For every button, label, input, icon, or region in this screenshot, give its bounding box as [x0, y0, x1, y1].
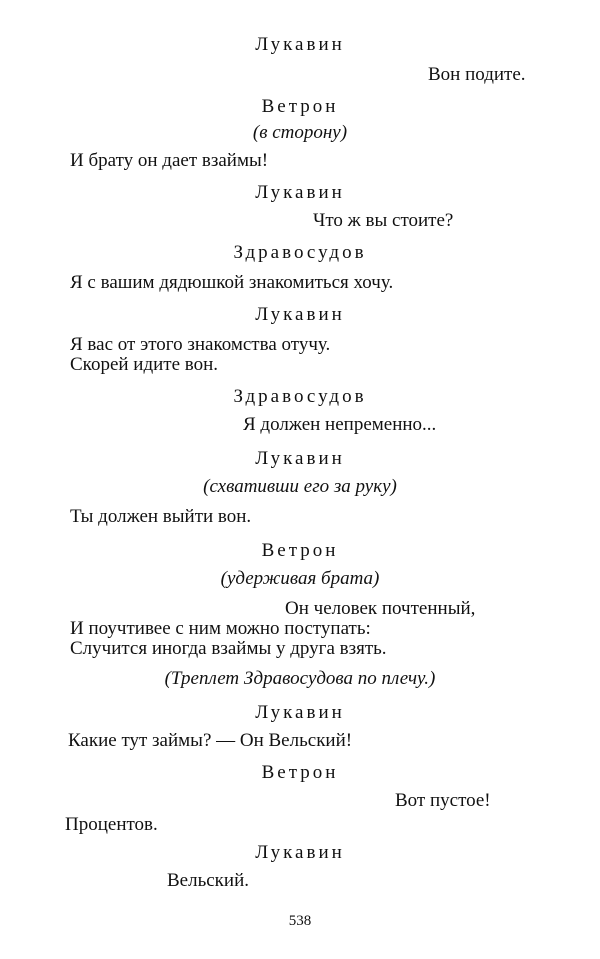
dialogue-line: Я вас от этого знакомства отучу. — [70, 334, 331, 355]
dialogue-line: Случится иногда взаймы у друга взять. — [70, 638, 387, 659]
dialogue-line: Вот пустое! — [395, 790, 491, 811]
speaker-name: Лукавин — [255, 842, 345, 863]
dialogue-line: Ты должен выйти вон. — [70, 506, 252, 527]
speaker-name: Лукавин — [255, 702, 345, 723]
speaker-name: Лукавин — [255, 34, 345, 55]
speaker-name: Ветрон — [261, 540, 339, 561]
dialogue-line: Вон подите. — [428, 64, 526, 85]
dialogue-line: Он человек почтенный, — [285, 598, 476, 619]
stage-direction: (Треплет Здравосудова по плечу.) — [164, 668, 436, 689]
dialogue-line: Я должен непременно... — [243, 414, 437, 435]
speaker-name: Здравосудов — [233, 242, 367, 263]
stage-direction: (схвативши его за руку) — [203, 476, 397, 497]
dialogue-line: Процентов. — [65, 814, 158, 835]
stage-direction: (в сторону) — [252, 122, 348, 143]
stage-direction: (удерживая брата) — [220, 568, 380, 589]
dialogue-line: И брату он дает взаймы! — [70, 150, 269, 171]
dialogue-line: Что ж вы стоите? — [313, 210, 454, 231]
speaker-name: Ветрон — [261, 762, 339, 783]
speaker-name: Лукавин — [255, 304, 345, 325]
speaker-name: Лукавин — [255, 448, 345, 469]
speaker-name: Лукавин — [255, 182, 345, 203]
dialogue-line: Я с вашим дядюшкой знакомиться хочу. — [70, 272, 394, 293]
dialogue-line: Скорей идите вон. — [70, 354, 219, 375]
page-number: 538 — [288, 913, 312, 929]
dialogue-line: Вельский. — [167, 870, 250, 891]
speaker-name: Ветрон — [261, 96, 339, 117]
dialogue-line: И поучтивее с ним можно поступать: — [70, 618, 371, 639]
dialogue-line: Какие тут займы? — Он Вельский! — [68, 730, 353, 751]
speaker-name: Здравосудов — [233, 386, 367, 407]
